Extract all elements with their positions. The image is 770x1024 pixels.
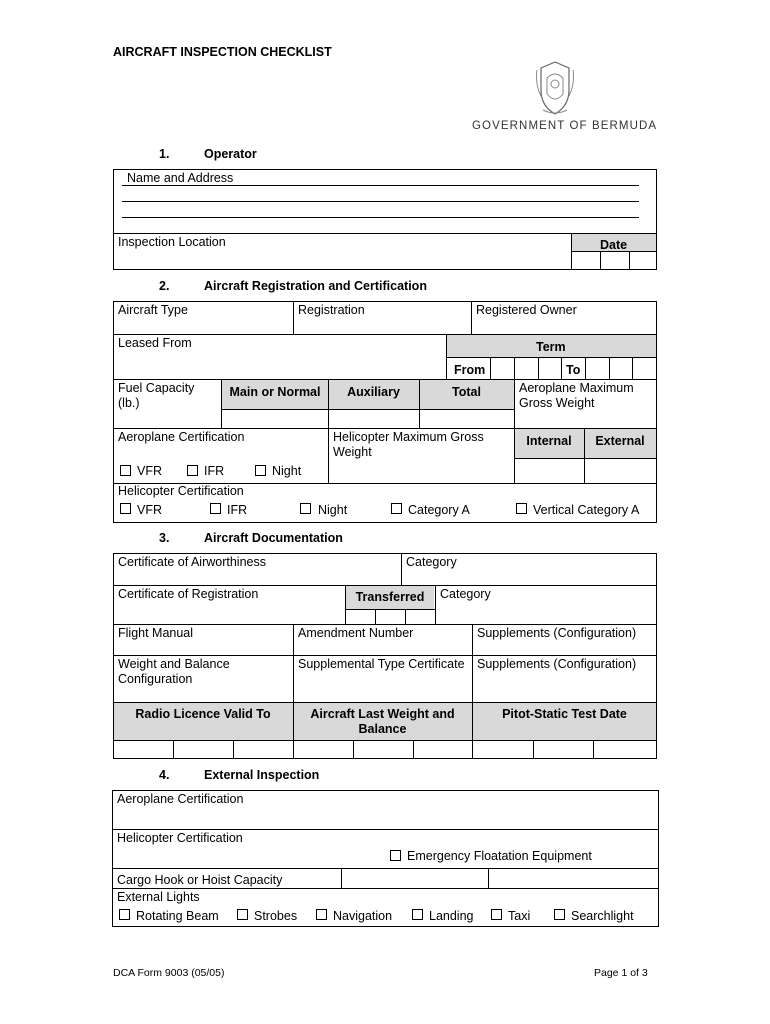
date-label: Date [600,238,628,252]
name-address-line-3[interactable] [122,217,639,218]
transferred-label: Transferred [355,590,425,604]
transferred-cell-divider [405,609,406,624]
heli-vertical-category-a-label: Vertical Category A [533,503,640,517]
inspection-location-label: Inspection Location [118,235,226,249]
aeroplane-ifr-label: IFR [204,464,225,478]
section-1-title: Operator [204,147,257,161]
government-logo-text: GOVERNMENT OF BERMUDA [472,120,658,132]
strobes-checkbox[interactable] [237,909,248,920]
heli-max-gross-label: Helicopter Maximum Gross [333,430,484,444]
last-weight-label-2: Balance [358,722,407,736]
term-cell-divider [490,357,491,379]
term-cell-divider [538,357,539,379]
aeroplane-vfr-label: VFR [137,464,162,478]
external-label: External [595,434,645,448]
auxiliary-label: Auxiliary [347,385,400,399]
searchlight-label: Searchlight [571,909,634,923]
section-1-number: 1. [159,147,170,161]
cert-airworthiness-label: Certificate of Airworthiness [118,555,266,569]
transferred-cell-divider [375,609,376,624]
supplements-config-label-1: Supplements (Configuration) [477,626,637,640]
heli-category-a-label: Category A [408,503,470,517]
term-cell-divider [609,357,610,379]
heli-night-checkbox[interactable] [300,503,311,514]
term-cell-divider [632,357,633,379]
term-cell-divider [514,357,515,379]
to-label: To [566,363,581,377]
airworthiness-category-label: Category [406,555,457,569]
taxi-label: Taxi [508,909,531,923]
term-cell-divider [561,357,562,379]
total-label: Total [452,385,481,399]
stc-label: Supplemental Type Certificate [298,657,465,671]
amendment-number-label: Amendment Number [298,626,414,640]
divider [112,829,659,830]
emergency-flotation-label: Emergency Floatation Equipment [407,849,592,863]
name-address-label: Name and Address [127,171,234,185]
date-cell-divider [173,740,174,759]
landing-checkbox[interactable] [412,909,423,920]
form-title: AIRCRAFT INSPECTION CHECKLIST [113,45,332,59]
section-3-title: Aircraft Documentation [204,531,343,545]
main-or-normal-label: Main or Normal [229,385,321,399]
name-address-line-2[interactable] [122,201,639,202]
ext-aeroplane-cert-label: Aeroplane Certification [117,792,244,806]
divider [112,888,659,889]
divider [113,624,657,625]
divider [571,251,657,252]
divider [514,458,657,459]
landing-label: Landing [429,909,474,923]
section-2-number: 2. [159,279,170,293]
external-lights-label: External Lights [117,890,200,904]
aircraft-type-label: Aircraft Type [118,303,188,317]
form-id: DCA Form 9003 (05/05) [113,967,225,979]
heli-night-label: Night [318,503,348,517]
weight-balance-config-label: Configuration [118,672,193,686]
divider [435,585,436,624]
divider [345,609,435,610]
date-cell-divider [533,740,534,759]
section-3-number: 3. [159,531,170,545]
heli-ifr-checkbox[interactable] [210,503,221,514]
aeroplane-max-label: Aeroplane Maximum [519,381,634,395]
term-label: Term [536,340,566,354]
weight-balance-label: Weight and Balance [118,657,230,671]
divider [472,624,473,702]
date-cell-divider [413,740,414,759]
term-cell-divider [585,357,586,379]
divider [328,428,329,483]
aeroplane-vfr-checkbox[interactable] [120,465,131,476]
heli-ifr-label: IFR [227,503,248,517]
date-cell-divider [600,251,601,270]
cert-registration-label: Certificate of Registration [118,587,259,601]
fuel-capacity-label: Fuel Capacity [118,381,195,395]
aeroplane-ifr-checkbox[interactable] [187,465,198,476]
registration-category-label: Category [440,587,491,601]
supplements-config-label-2: Supplements (Configuration) [477,657,637,671]
navigation-label: Navigation [333,909,393,923]
flight-manual-label: Flight Manual [118,626,194,640]
aeroplane-night-label: Night [272,464,302,478]
bermuda-crest-icon [533,60,577,116]
date-cell-divider [233,740,234,759]
rotating-beam-label: Rotating Beam [136,909,219,923]
heli-weight-label: Weight [333,445,372,459]
navigation-checkbox[interactable] [316,909,327,920]
heli-vfr-checkbox[interactable] [120,503,131,514]
from-label: From [454,363,486,377]
page-number: Page 1 of 3 [594,967,648,979]
leased-from-label: Leased From [118,336,192,350]
rotating-beam-checkbox[interactable] [119,909,130,920]
fuel-unit-label: (lb.) [118,396,140,410]
last-weight-label-1: Aircraft Last Weight and [310,707,455,721]
internal-label: Internal [526,434,572,448]
divider [113,740,657,741]
strobes-label: Strobes [254,909,298,923]
cargo-hook-label: Cargo Hook or Hoist Capacity [117,873,283,887]
divider [401,553,402,585]
heli-cert-label: Helicopter Certification [118,484,244,498]
aeroplane-cert-label: Aeroplane Certification [118,430,245,444]
radio-licence-label: Radio Licence Valid To [135,707,271,721]
heli-vfr-label: VFR [137,503,162,517]
divider [293,624,294,702]
divider [341,868,342,888]
divider [488,868,489,888]
gross-weight-label: Gross Weight [519,396,595,410]
pitot-static-label: Pitot-Static Test Date [502,707,627,721]
divider [446,357,657,358]
heli-vertical-category-a-checkbox[interactable] [516,503,527,514]
section-2-title: Aircraft Registration and Certification [204,279,427,293]
date-cell-divider [593,740,594,759]
aeroplane-night-checkbox[interactable] [255,465,266,476]
registered-owner-label: Registered Owner [476,303,577,317]
date-cell-divider [629,251,630,270]
divider [514,379,515,428]
ext-heli-cert-label: Helicopter Certification [117,831,243,845]
divider [113,655,657,656]
date-cell-divider [353,740,354,759]
divider [221,409,514,410]
divider [112,868,659,869]
divider [471,301,472,334]
heli-category-a-checkbox[interactable] [391,503,402,514]
name-address-line-1[interactable] [122,185,639,186]
emergency-flotation-checkbox[interactable] [390,850,401,861]
taxi-checkbox[interactable] [491,909,502,920]
divider [293,301,294,334]
section-4-title: External Inspection [204,768,320,782]
section-4-number: 4. [159,768,170,782]
registration-label: Registration [298,303,365,317]
searchlight-checkbox[interactable] [554,909,565,920]
